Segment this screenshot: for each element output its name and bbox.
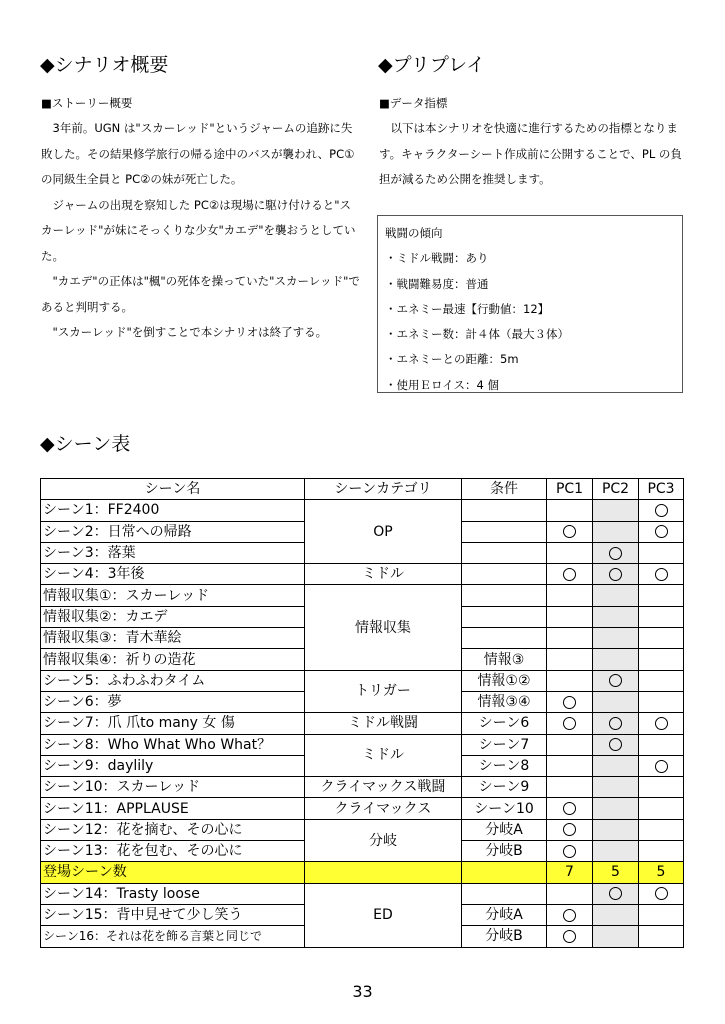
battle-tendency-item: ・エネミー最速【行動値：12】 bbox=[385, 301, 550, 316]
scene-name-cell: シーン9：daylily bbox=[41, 755, 305, 776]
appearance-circle-icon bbox=[609, 568, 622, 581]
table-row bbox=[41, 777, 684, 798]
pc3-cell bbox=[639, 542, 684, 563]
table-row bbox=[41, 564, 684, 585]
scene-name-cell: 情報収集②：カエデ bbox=[41, 606, 305, 627]
pc2-cell bbox=[593, 777, 639, 798]
pc3-cell bbox=[639, 777, 684, 798]
table-row bbox=[41, 713, 684, 734]
preplay-heading: ◆プリプレイ bbox=[378, 54, 486, 76]
scene-table-header-row bbox=[41, 479, 684, 500]
condition-cell: 分岐A bbox=[462, 904, 547, 925]
pc2-count: 5 bbox=[593, 862, 639, 883]
scene-table bbox=[40, 478, 684, 948]
pc3-cell bbox=[639, 628, 684, 649]
header-pc1: PC1 bbox=[547, 479, 593, 500]
scene-name-cell: シーン5：ふわふわタイム bbox=[41, 670, 305, 691]
story-paragraph: "カエデ"の正体は"楓"の死体を操っていた"スカーレッド"であると判明する。 bbox=[41, 274, 360, 314]
pc2-cell bbox=[593, 734, 639, 755]
table-row bbox=[41, 585, 684, 606]
condition-cell bbox=[462, 606, 547, 627]
pc3-cell bbox=[639, 926, 684, 947]
condition-cell bbox=[462, 542, 547, 563]
pc1-cell bbox=[547, 819, 593, 840]
pc3-cell bbox=[639, 606, 684, 627]
pc2-cell bbox=[593, 883, 639, 904]
condition-cell: 情報③ bbox=[462, 649, 547, 670]
table-row bbox=[41, 500, 684, 521]
table-row bbox=[41, 670, 684, 691]
scene-name-cell: シーン13：花を包む、その心に bbox=[41, 841, 305, 862]
scene-name-cell: シーン15：背中見せて少し笑う bbox=[41, 904, 305, 925]
story-paragraph: ジャームの出現を察知した PC②は現場に駆け付けると"スカーレッド"が妹にそっくりな少女"カエデ"を襲おうとしていた。 bbox=[41, 197, 356, 263]
scene-category-cell: ED bbox=[305, 883, 462, 947]
appearance-circle-icon bbox=[655, 760, 668, 773]
pc1-cell bbox=[547, 564, 593, 585]
condition-cell: シーン8 bbox=[462, 755, 547, 776]
condition-cell bbox=[462, 521, 547, 542]
header-pc3: PC3 bbox=[639, 479, 684, 500]
pc1-cell bbox=[547, 798, 593, 819]
pc3-cell bbox=[639, 755, 684, 776]
condition-cell bbox=[462, 585, 547, 606]
scene-category-cell: クライマックス bbox=[305, 798, 462, 819]
pc3-cell bbox=[639, 819, 684, 840]
pc1-cell bbox=[547, 628, 593, 649]
pc1-cell bbox=[547, 883, 593, 904]
condition-cell: 情報①② bbox=[462, 670, 547, 691]
scene-category-cell: ミドル戦闘 bbox=[305, 713, 462, 734]
pc3-cell bbox=[639, 649, 684, 670]
pc2-cell bbox=[593, 798, 639, 819]
appearance-circle-icon bbox=[655, 717, 668, 730]
appearance-circle-icon bbox=[563, 930, 576, 943]
pc1-cell bbox=[547, 777, 593, 798]
pc3-cell bbox=[639, 883, 684, 904]
scene-name-cell: シーン10：スカーレッド bbox=[41, 777, 305, 798]
scene-name-cell: シーン4：3年後 bbox=[41, 564, 305, 585]
pc2-cell bbox=[593, 585, 639, 606]
scene-name-cell: シーン6：夢 bbox=[41, 691, 305, 712]
pc2-cell bbox=[593, 755, 639, 776]
battle-tendency-title: 戦闘の傾向 bbox=[385, 226, 443, 240]
appearance-circle-icon bbox=[609, 674, 622, 687]
header-condition: 条件 bbox=[462, 479, 547, 500]
battle-tendency-item: ・ミドル戦闘：あり bbox=[385, 251, 489, 266]
condition-cell bbox=[462, 628, 547, 649]
pc3-cell bbox=[639, 521, 684, 542]
pc2-cell bbox=[593, 904, 639, 925]
story-paragraph: "スカーレッド"を倒すことで本シナリオは終了する。 bbox=[41, 325, 328, 339]
scene-table-heading: ◆シーン表 bbox=[40, 433, 131, 455]
appearance-circle-icon bbox=[655, 887, 668, 900]
battle-tendency-item: ・戦闘難易度：普通 bbox=[385, 276, 489, 291]
page-number: 33 bbox=[352, 982, 373, 1001]
table-row bbox=[41, 798, 684, 819]
preplay-text bbox=[379, 116, 687, 193]
story-paragraph: 3年前。UGN は"スカーレッド"というジャームの追跡に失敗した。その結果修学旅行の帰る途中のバスが襲われ、PC①の同級生全員と PC②の妹が死亡した。 bbox=[41, 121, 355, 186]
pc2-cell bbox=[593, 521, 639, 542]
scene-category-cell: ミドル bbox=[305, 734, 462, 777]
scene-name-cell: シーン1：FF2400 bbox=[41, 500, 305, 521]
appearance-circle-icon bbox=[655, 568, 668, 581]
pc1-cell bbox=[547, 585, 593, 606]
pc1-cell bbox=[547, 542, 593, 563]
overview-subheading: ■ストーリー概要 bbox=[41, 96, 133, 110]
header-scene-category: シーンカテゴリ bbox=[305, 479, 462, 500]
pc1-cell bbox=[547, 500, 593, 521]
scene-name-cell: シーン2：日常への帰路 bbox=[41, 521, 305, 542]
condition-cell bbox=[462, 564, 547, 585]
pc3-cell bbox=[639, 585, 684, 606]
scene-category-cell: 分岐 bbox=[305, 819, 462, 862]
condition-cell: シーン9 bbox=[462, 777, 547, 798]
header-scene-name: シーン名 bbox=[41, 479, 305, 500]
table-row bbox=[41, 819, 684, 840]
scene-category-cell: クライマックス戦闘 bbox=[305, 777, 462, 798]
pc2-cell bbox=[593, 542, 639, 563]
condition-cell: 分岐B bbox=[462, 841, 547, 862]
battle-tendency-item: ・使用Ｅロイス：4 個 bbox=[385, 377, 500, 392]
pc1-cell bbox=[547, 649, 593, 670]
overview-heading: ◆シナリオ概要 bbox=[40, 54, 169, 76]
table-row bbox=[41, 734, 684, 755]
battle-tendency-box bbox=[377, 215, 683, 393]
pc3-cell bbox=[639, 564, 684, 585]
pc3-count: 5 bbox=[639, 862, 684, 883]
pc2-cell bbox=[593, 628, 639, 649]
appearance-circle-icon bbox=[563, 568, 576, 581]
pc1-cell bbox=[547, 841, 593, 862]
scene-name-cell: シーン7：爪 爪to many 女 傷 bbox=[41, 713, 305, 734]
pc2-cell bbox=[593, 564, 639, 585]
appearance-circle-icon bbox=[563, 823, 576, 836]
pc2-cell bbox=[593, 691, 639, 712]
pc2-cell bbox=[593, 606, 639, 627]
battle-tendency-item: ・エネミー数：計４体（最大３体） bbox=[385, 327, 569, 342]
preplay-subheading: ■データ指標 bbox=[379, 96, 448, 110]
condition-cell: 情報③④ bbox=[462, 691, 547, 712]
condition-cell bbox=[462, 500, 547, 521]
pc3-cell bbox=[639, 691, 684, 712]
appearance-circle-icon bbox=[563, 717, 576, 730]
scene-category-cell: トリガー bbox=[305, 670, 462, 713]
scene-name-cell: シーン14：Trasty loose bbox=[41, 883, 305, 904]
pc1-cell bbox=[547, 606, 593, 627]
condition-cell: シーン7 bbox=[462, 734, 547, 755]
pc3-cell bbox=[639, 841, 684, 862]
scene-name-cell: シーン16：それは花を飾る言葉と同じで bbox=[41, 926, 305, 947]
condition-cell bbox=[462, 883, 547, 904]
pc3-cell bbox=[639, 798, 684, 819]
pc3-cell bbox=[639, 904, 684, 925]
empty-cell bbox=[305, 862, 462, 883]
story-overview-text bbox=[41, 116, 361, 346]
appearance-count-row bbox=[41, 862, 684, 883]
pc3-cell bbox=[639, 500, 684, 521]
condition-cell: 分岐B bbox=[462, 926, 547, 947]
scene-name-cell: 情報収集①：スカーレッド bbox=[41, 585, 305, 606]
appearance-circle-icon bbox=[609, 887, 622, 900]
appearance-circle-icon bbox=[563, 909, 576, 922]
pc1-cell bbox=[547, 713, 593, 734]
scene-name-cell: 情報収集③：青木華絵 bbox=[41, 628, 305, 649]
appearance-circle-icon bbox=[655, 525, 668, 538]
appearance-circle-icon bbox=[563, 696, 576, 709]
appearance-circle-icon bbox=[609, 717, 622, 730]
scene-name-cell: シーン12：花を摘む、その心に bbox=[41, 819, 305, 840]
pc2-cell bbox=[593, 926, 639, 947]
empty-cell bbox=[462, 862, 547, 883]
pc3-cell bbox=[639, 670, 684, 691]
pc2-cell bbox=[593, 500, 639, 521]
header-pc2: PC2 bbox=[593, 479, 639, 500]
appearance-count-label: 登場シーン数 bbox=[41, 862, 305, 883]
appearance-circle-icon bbox=[563, 845, 576, 858]
pc2-cell bbox=[593, 841, 639, 862]
scene-name-cell: シーン3：落葉 bbox=[41, 542, 305, 563]
pc1-cell bbox=[547, 670, 593, 691]
pc1-count: 7 bbox=[547, 862, 593, 883]
pc2-cell bbox=[593, 819, 639, 840]
battle-tendency-item: ・エネミーとの距離：5m bbox=[385, 352, 519, 367]
condition-cell: シーン6 bbox=[462, 713, 547, 734]
pc3-cell bbox=[639, 713, 684, 734]
appearance-circle-icon bbox=[609, 738, 622, 751]
scene-name-cell: シーン8：Who What Who What？ bbox=[41, 734, 305, 755]
scene-name-cell: 情報収集④：祈りの造花 bbox=[41, 649, 305, 670]
pc1-cell bbox=[547, 904, 593, 925]
appearance-circle-icon bbox=[563, 802, 576, 815]
scene-category-cell: OP bbox=[305, 500, 462, 564]
pc2-cell bbox=[593, 649, 639, 670]
pc1-cell bbox=[547, 521, 593, 542]
pc3-cell bbox=[639, 734, 684, 755]
pc1-cell bbox=[547, 734, 593, 755]
condition-cell: 分岐A bbox=[462, 819, 547, 840]
appearance-circle-icon bbox=[609, 547, 622, 560]
appearance-circle-icon bbox=[655, 504, 668, 517]
scene-name-cell: シーン11：APPLAUSE bbox=[41, 798, 305, 819]
appearance-circle-icon bbox=[563, 525, 576, 538]
pc1-cell bbox=[547, 755, 593, 776]
pc1-cell bbox=[547, 691, 593, 712]
scene-category-cell: 情報収集 bbox=[305, 585, 462, 670]
preplay-paragraph: 以下は本シナリオを快適に進行するための指標となります。キャラクターシート作成前に公開することで、PL の負担が減るため公開を推奨します。 bbox=[379, 121, 682, 186]
pc2-cell bbox=[593, 670, 639, 691]
pc1-cell bbox=[547, 926, 593, 947]
scene-category-cell: ミドル bbox=[305, 564, 462, 585]
pc2-cell bbox=[593, 713, 639, 734]
table-row bbox=[41, 883, 684, 904]
condition-cell: シーン10 bbox=[462, 798, 547, 819]
